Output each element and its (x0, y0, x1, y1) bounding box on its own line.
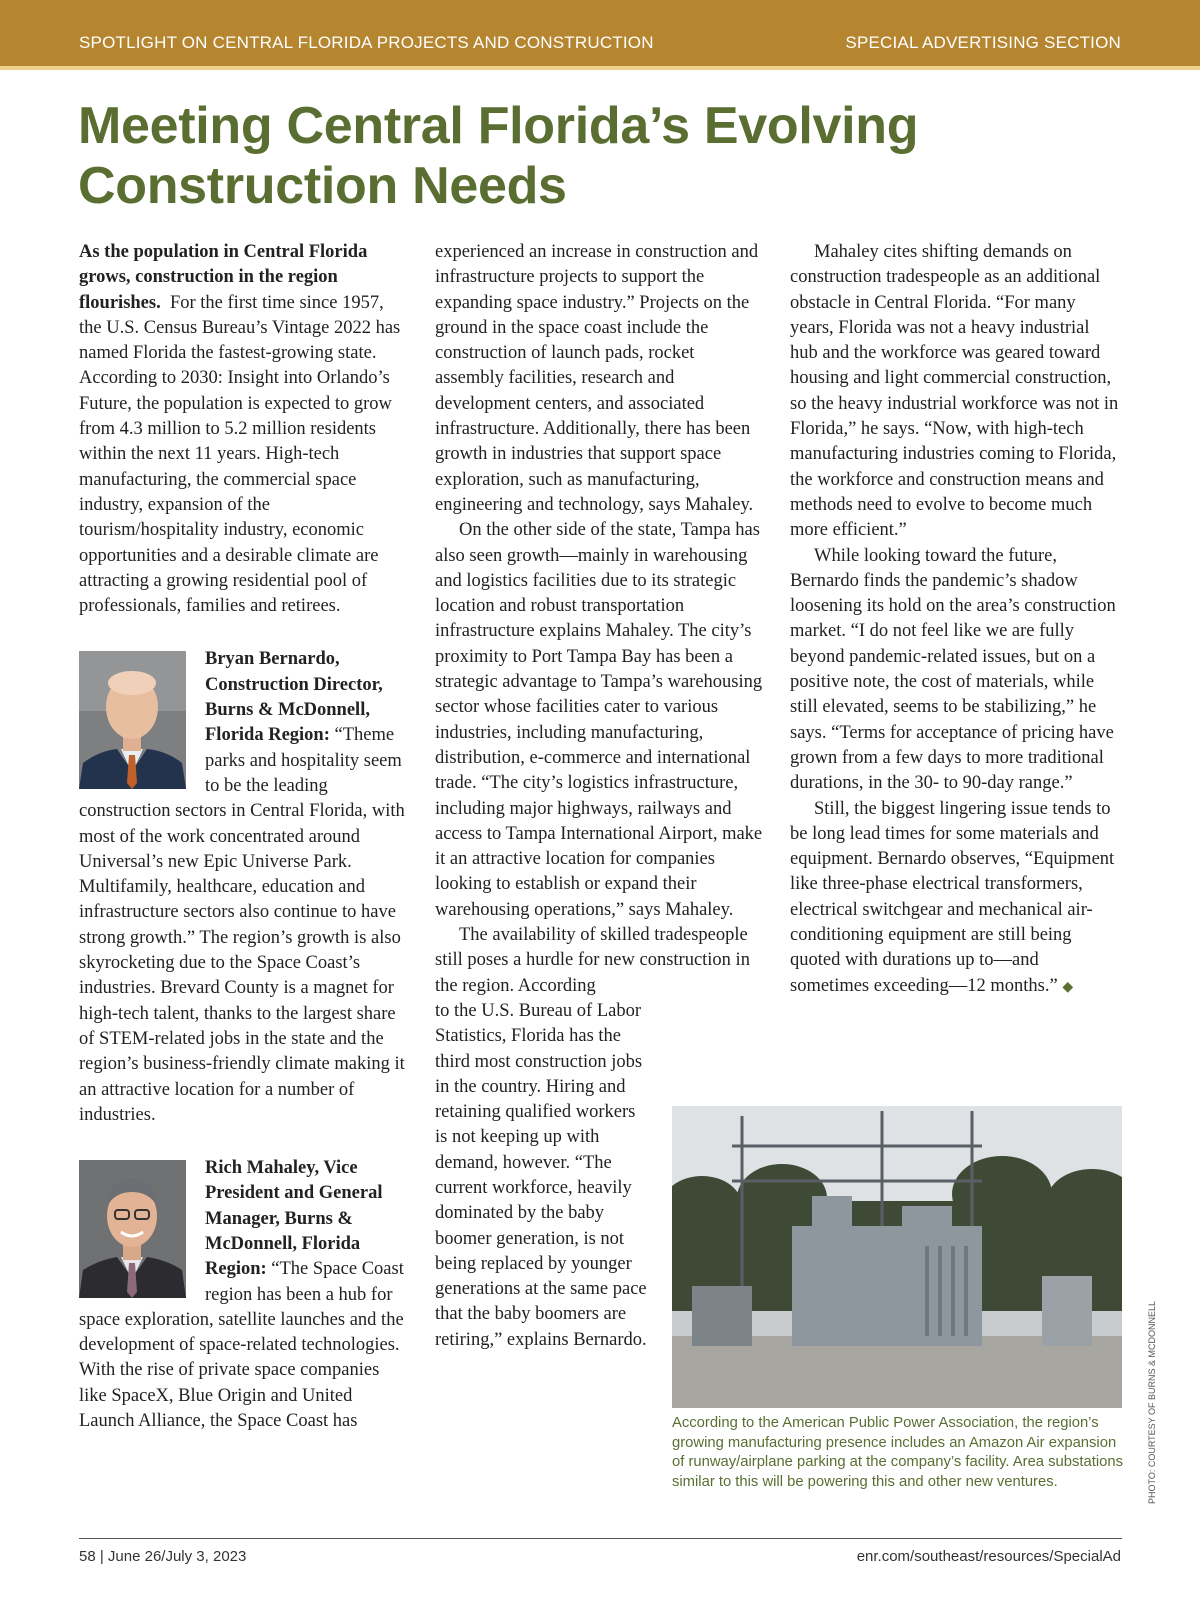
photo-caption: According to the American Public Power Association, the region’s growing manufacturing presence includes an Amazon Air expansion of runway/airplane parking at the company’s facility. Area substations similar to this will be powering this and other new ventures. (672, 1415, 1124, 1490)
lede-bold: As the population in Central Florida grows, construction in the region flourishes. (79, 242, 368, 313)
article-title: Meeting Central Florida’s Evolving Construction Needs (78, 97, 919, 215)
col2-paragraph-2: On the other side of the state, Tampa has also seen growth—mainly in warehousing and logistics facilities due to its strategic location and robust transportation infrastructure explains Mahaley. The city’s proximity to Port Tampa Bay has been a strategic advantage to Tampa’s warehousing sector whose facilities cater to various industries, including manufacturing, distribution, e-commerce and international trade. “The city’s logistics infrastructure, including major highways, railways and access to Tampa International Airport, make it an attractive location for companies looking to establish or expand their warehousing operations,” says Mahaley. (435, 520, 763, 920)
mahaley-name: Rich Mahaley, Vice President and General Manager, Burns & McDonnell, Florida Region: (205, 1158, 383, 1280)
footer-divider (79, 1538, 1122, 1539)
col2-paragraph-3a: The availability of skilled tradespeople still poses a hurdle for new construction in the region. According (435, 925, 750, 996)
col3-paragraph-2: While looking toward the future, Bernardo finds the pandemic’s shadow loosening its hold on the area’s construction market. “I do not feel like we are fully beyond pandemic-related issues, but on a positive note, the cost of materials, while still elevated, seems to be stabilizing,” he says. “Terms for acceptance of pricing have grown from a few days to more traditional durations, in the 30- to 90-day range.” (790, 545, 1116, 794)
header-divider (0, 66, 1200, 70)
footer-url: enr.com/southeast/resources/SpecialAd (856, 1548, 1121, 1565)
column-1 (79, 240, 409, 1434)
end-mark-icon: ◆ (1062, 979, 1074, 995)
mahaley-quote: “The Space Coast region has been a hub for space exploration, satellite launches and the development of space-related technologies. With the rise of private space companies like SpaceX, Blue Origin and United Launch Alliance, the Space Coast has (79, 1259, 404, 1432)
substation-photo (672, 1106, 1122, 1408)
mahaley-block (79, 1156, 409, 1434)
mahaley-photo (79, 1160, 186, 1298)
lede-paragraph (79, 240, 409, 619)
col2-paragraph-3b: to the U.S. Bureau of Labor Statistics, Florida has the third most construction jobs in the country. Hiring and retaining qualified workers is not keeping up with demand, however. “The current workforce, heavily dominated by the baby boomer generation, is not being replaced by younger generations at the same pace that the baby boomers are retiring,” explains Bernardo. (435, 1000, 647, 1350)
page-info: 58 | June 26/July 3, 2023 (79, 1548, 247, 1565)
bernardo-block (79, 647, 409, 1128)
bernardo-quote: “Theme parks and hospitality seem to be the leading construction sectors in Central Florida, with most of the work concentrated around Universal’s new Epic Universe Park. Multifamily, healthcare, education and infrastructure sectors also continue to have strong growth.” The region’s growth is also skyrocketing due to the Space Coast’s industries. Brevard County is a magnet for high-tech talent, thanks to the largest share of STEM-related jobs in the state and the region’s business-friendly climate making it an attractive location for a number of industries. (79, 725, 405, 1125)
section-title: SPOTLIGHT ON CENTRAL FLORIDA PROJECTS AND CONSTRUCTION (79, 33, 654, 52)
header-banner (0, 0, 1200, 66)
col3-paragraph-3 (790, 797, 1120, 1000)
col3-paragraph-1: Mahaley cites shifting demands on construction tradespeople as an additional obstacle in Central Florida. “For many years, Florida was not a heavy industrial hub and the workforce was geared toward housing and light commercial construction, so the heavy industrial workforce was not in Florida,” he says. “Now, with high-tech manufacturing industries coming to Florida, the workforce and construction means and methods need to evolve to become much more efficient.” (790, 242, 1119, 541)
section-label: SPECIAL ADVERTISING SECTION (845, 33, 1121, 52)
bernardo-photo (79, 651, 186, 789)
bernardo-name: Bryan Bernardo, Construction Director, Burns & McDonnell, Florida Region: (205, 649, 383, 746)
lede-text: For the first time since 1957, the U.S. Census Bureau’s Vintage 2022 has named Florida the fastest-growing state. According to 2030: Insight into Orlando’s Future, the population is expected to grow from 4.3 million to 5.2 million residents within the next 11 years. High-tech manufacturing, the commercial space industry, expansion of the tourism/hospitality industry, economic opportunities and a desirable climate are attracting a growing residential pool of professionals, families and retirees. (79, 292, 401, 617)
col3-paragraph-3-text: Still, the biggest lingering issue tends to be long lead times for some materials and equipment. Bernardo observes, “Equipment like three-phase electrical transformers, electrical switchgear and mechanical air-conditioning equipment are still being quoted with durations up to—and sometimes exceeding—12 months.” (790, 798, 1115, 996)
col2-paragraph-1: experienced an increase in construction and infrastructure projects to support the expanding space industry.” Projects on the ground in the space coast include the construction of launch pads, rocket assembly facilities, research and development centers, and associated infrastructure. Additionally, there has been growth in industries that support space exploration, such as manufacturing, engineering and technology, says Mahaley. (435, 242, 759, 515)
column-3 (790, 240, 1120, 1000)
photo-credit: PHOTO: COURTESY OF BURNS & MCDONNELL (1147, 1300, 1157, 1504)
